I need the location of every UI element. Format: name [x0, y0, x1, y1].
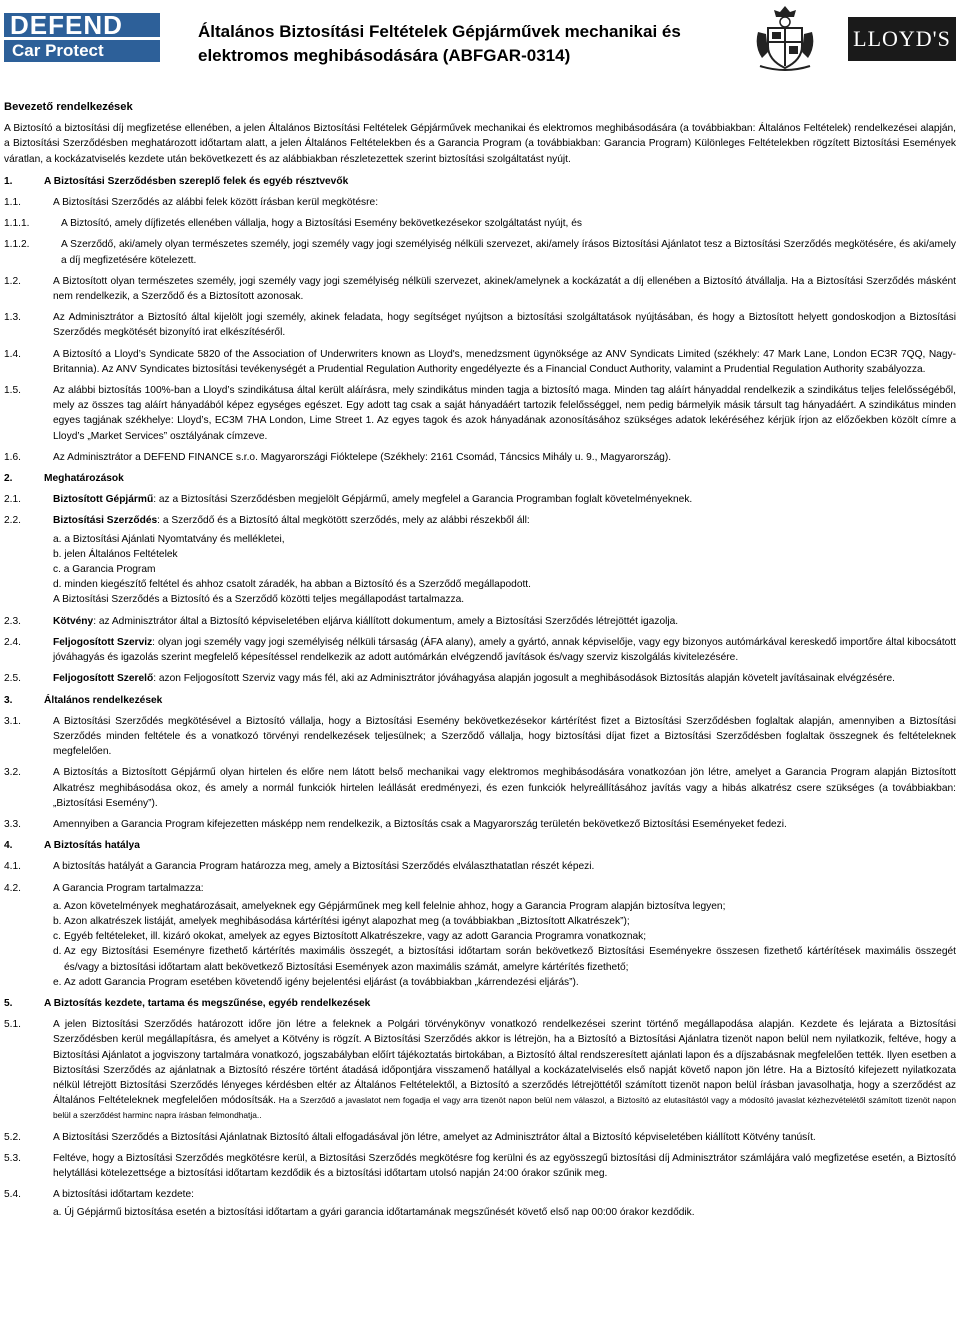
clause-text: A Garancia Program tartalmazza: [53, 882, 204, 894]
list-letter: a. [53, 900, 62, 912]
definition-text: : a Szerződő és a Biztosító által megkötött szerződés, mely az alábbi részekből áll: [157, 515, 530, 527]
clause-1-6 [4, 450, 956, 465]
clause-text [53, 635, 956, 665]
clause-text: A Szerződő, aki/amely olyan természetes személy, jogi személy vagy jogi személyiség nélküli szervezet, aki/amely írásos Biztosítási Ajánlatot tesz a Biztosítási Szerződés megkötésére, és aki/amely a díj megfizetésére kötelezett. [61, 239, 956, 266]
clause-text: Az alábbi biztosítás 100%-ban a Lloyd’s szindikátusa által került aláírásra, mely szindikátus minden tagja a biztosító maga. Minden tag aláírt hányaddal rendelkezik a szindikátus teljes felelősségéből, mely az összes tag aláírt hányadából képez egységes egészet. Egy adott tag csak a saját hányadáért tartozik felelősséggel, nem pedig bármelyik másik társult tag hányadáért. A szindikátus minden egyes tagjának székhelye: Lloyd’s, EC3M 7HA London, Lime Street 1. Az egyes tagok és azok hányadának azonosításához szükséges adatok lekéréséhez kérjük írjon az előzőekben közölt címre a Lloyd’s „Market Services” osztályának címzeve. [53, 385, 956, 442]
clause-2-5 [4, 671, 956, 686]
clause-number: 3.3. [4, 818, 21, 830]
clause-2-3 [4, 614, 956, 629]
clause-number: 5.3. [4, 1152, 21, 1164]
logo-car-protect-text: Car Protect [4, 40, 160, 62]
clause-number: 1.6. [4, 451, 21, 463]
list-item [53, 929, 956, 944]
clause-5-4-list [4, 1205, 956, 1220]
section-title-text: Általános rendelkezések [44, 694, 163, 706]
clause-number: 1.1. [4, 197, 21, 209]
clause-1-5 [4, 383, 956, 444]
clause-2-4 [4, 635, 956, 665]
clause-number: 5.4. [4, 1189, 21, 1201]
clause-small-text: Ha a Szerződő a javaslatot nem fogadja el vagy arra tizenöt napon belül nem válaszol, a Biztosító az elutasítástól vagy a módosító javaslat kézhezvételétől számított tizenöt napon belül a szerződést harminc napra írásban felmondhatja.. [53, 1095, 956, 1121]
list-item: c. a Garancia Program [53, 564, 156, 576]
intro-paragraph: A Biztosító a biztosítási díj megfizetése ellenében, a jelen Általános Biztosítási Feltételek Gépjárművek mechanikai és elektromos meghibásodására (a továbbiakban: Általános Feltételek) rendelkezései alapján, a Biztosítási Szerződésben meghatározott időtartam alatt, a jelen Általános Feltételekben és a Garancia Program (a továbbiakban: Garancia Program) Különleges Feltételekben rögzített Biztosítási Események váratlan, a kockázatviselés kezdete után bekövetkezett és az alábbiakban részletezettek szerint biztosítási szolgáltatást nyújt. [4, 123, 956, 165]
clause-text: A Biztosító a Lloyd’s Syndicate 5820 of the Association of Underwriters known as Lloyd's, menedzsment ügynöksége az ANV Syndicats Limited (székhely: 47 Mark Lane, London EC3R 7QQ, Nagy-Britannia). Az ANV Syndicates biztosítási tevékenységét a Prudential Regulation Authority engedélyezte és a Financial Conduct Authority, valamint a Prudential Regulation Authority szabályozza. [53, 348, 956, 375]
list-item: a. a Biztosítási Ajánlati Nyomtatvány és mellékletei, [53, 533, 285, 545]
section-5-title [4, 996, 956, 1011]
list-text: Egyéb feltételeket, ill. kizáró okokat, amelyek az egyes Biztosított Alkatrészekre, vagy az adott Garancia Programra vonatkoznak; [64, 931, 647, 943]
clause-1-1-2 [4, 237, 956, 267]
list-item: d. minden kiegészítő feltétel és ahhoz csatolt záradék, ha abban a Biztosító és a Szerződő megállapodott. [53, 579, 531, 591]
clause-1-2 [4, 274, 956, 304]
clause-1-1 [4, 195, 956, 210]
definition-text: : azon Feljogosított Szerviz vagy más fél, aki az Adminisztrátor jóváhagyása alapján jogosult a meghibásodások Biztosítás alapján követelt javításainak elvégzésére. [153, 673, 896, 685]
clause-number: 4.1. [4, 861, 21, 873]
clause-3-2 [4, 765, 956, 811]
definition-text: : az Adminisztrátor által a Biztosító képviseletében eljárva kiállított dokumentum, amely a Biztosítási Szerződés létrejöttét igazolja. [93, 615, 679, 627]
list-letter: d. [53, 946, 62, 958]
clause-number: 2.2. [4, 515, 21, 527]
document-body [4, 100, 956, 1227]
list-item [53, 899, 956, 914]
clause-3-1 [4, 714, 956, 760]
clause-4-1 [4, 859, 956, 874]
list-item: b. jelen Általános Feltételek [53, 548, 178, 560]
clause-text: Amennyiben a Garancia Program kifejezetten másképp nem rendelkezik, a Biztosítás csak a Magyarország területén bekövetkező Biztosítási Eseményeket fedezi. [53, 818, 787, 830]
clause-3-3 [4, 817, 956, 832]
defined-term: Feljogosított Szerviz [53, 636, 153, 648]
section-title-text: Meghatározások [44, 473, 124, 485]
clause-5-3 [4, 1151, 956, 1181]
defend-car-protect-logo [4, 10, 160, 63]
clause-text: A Biztosítási Szerződés a Biztosítási Ajánlatnak Biztosító általi elfogadásával jön létre, amelyet az Adminisztrátor által a Biztosító képviseletében kiállított Kötvény tanúsít. [53, 1131, 816, 1143]
clause-text: A biztosítás hatályát a Garancia Program határozza meg, amely a Biztosítási Szerződés elválaszthatatlan részét képezi. [53, 861, 595, 873]
list-item [53, 914, 956, 929]
clause-number: 2.3. [4, 615, 21, 627]
clause-5-2 [4, 1130, 956, 1145]
definition-text: : olyan jogi személy vagy jogi személyiség nélküli társaság (ÁFA alany), amely a gyártó, annak képviselője, vagy egy bizonyos autómárkával kereskedő importőre által kibocsátott jóváhagyás és igazolás szerint megfelelő képesítéssel rendelkezik az adott autómárkán elvégzendő javítások és/vagy szerviz kiszolgálás kivitelezésére. [53, 636, 956, 664]
clause-number: 1.2. [4, 275, 21, 287]
clause-text: A Biztosítás a Biztosított Gépjármű olyan hirtelen és előre nem látott belső mechanikai vagy elektromos meghibásodására vonatkozóan jön létre, amelyet a Garancia Program alapján Biztosított Alkatrész meghibásodása okoz, és amely a normál funkciók hirtelen leállását eredményezi, és ezen funkciók helyreállításához javítás vagy a hibás alkatrész csere szükséges (a továbbiakban: „Biztosítási Esemény”). [53, 767, 956, 809]
clause-text: A Biztosítási Szerződés az alábbi felek között írásban kerül megkötésre: [53, 197, 379, 209]
list-text: Azon alkatrészek listáját, amelyek meghibásodása kártérítési igényt alapozhat meg (a továbbiakban „Biztosított Alkatrészek”); [64, 915, 630, 927]
clause-number: 3.1. [4, 715, 21, 727]
section-title-text: A Biztosítási Szerződésben szereplő felek és egyéb résztvevők [44, 175, 349, 187]
section-number: 5. [4, 997, 13, 1009]
clause-text: A Biztosító, amely díjfizetés ellenében vállalja, hogy a Biztosítási Esemény bekövetkezésekor szolgáltatást nyújt, és [61, 218, 582, 230]
section-number: 1. [4, 175, 13, 187]
section-title-text: A Biztosítás kezdete, tartama és megszűnése, egyéb rendelkezések [44, 997, 371, 1009]
clause-number: 1.3. [4, 312, 21, 324]
defined-term: Biztosított Gépjármű [53, 494, 154, 506]
list-item [53, 975, 956, 990]
definition-text: : az a Biztosítási Szerződésben megjelölt Gépjármű, amely megfelel a Garancia Programban foglalt követelményeknek. [153, 494, 693, 506]
section-4-title [4, 838, 956, 853]
defined-term: Biztosítási Szerződés [53, 515, 158, 527]
list-letter: e. [53, 976, 62, 988]
list-closing-text: A Biztosítási Szerződés a Biztosító és a Szerződő közötti teljes megállapodást tartalmazza. [53, 594, 465, 606]
logo-defend-text: DEFEND [4, 13, 160, 37]
clause-number: 5.2. [4, 1131, 21, 1143]
clause-main-text: A jelen Biztosítási Szerződés határozott időre jön létre a feleknek a Polgári törvénykönyv vonatkozó rendelkezései szerint történő megállapodása alapján. Kezdete és lejárata a Biztosítási Szerződésben kerül megállapításra, és amelyet a Kötvény is rögzít. A Biztosítási Szerződés akkor is létrejön, ha a Biztosító a Biztosítási Ajánlatra tizenöt napon belül nem nyilatkozik, feltéve, hogy a Biztosítási Ajánlatot a jogviszony tartalmára vonatkozó, jogszabályban előírt tájékoztatás birtokában, a Biztosító által rendszeresített ajánlati lapon és a díjszabásnak megfelelően tették. Ilyen esetben a Biztosítási Szerződés az ajánlatnak a Biztosító részére történt átadásá időpontjára visszamenő hatállyal a kockázatelviselés első napját követő napon jön létre. Ha a Biztosító kifejezett nyilatkozata nélkül létrejött Biztosítási Szerződés lényeges kérdésben eltér az Általános Feltételektől, a Biztosító a szerződés létrejöttétől számított tizenöt napon belül írásban javasolhatja, hogy a szerződést az Általános Feltételeknek megfelelően módosítsák. [53, 1019, 956, 1107]
lloyds-logo: LLOYD'S [848, 17, 956, 61]
clause-number: 5.1. [4, 1019, 21, 1031]
list-letter: b. [53, 915, 62, 927]
clause-text: Az Adminisztrátor a DEFEND FINANCE s.r.o. Magyarországi Fióktelepe (Székhely: 2161 Csomád, Táncsics Mihály u. 9., Magyarország). [53, 451, 672, 463]
clause-number: 2.5. [4, 673, 21, 685]
clause-text [53, 614, 956, 629]
clause-number: 2.1. [4, 494, 21, 506]
section-2-title [4, 471, 956, 486]
clause-text [53, 492, 956, 507]
clause-text: Feltéve, hogy a Biztosítási Szerződés megkötésre kerül, a Biztosítási Szerződés megkötésre fog kerülni és az egyösszegű biztosítási díj Adminisztrátor számlájára való megfizetése esetén, a Biztosító helytállási kötelezettsége a biztosítási időtartam kezdődik és a biztosítási időtartam utolsó napján 24:00 órakor szűnik meg. [53, 1152, 956, 1179]
clause-2-2-list [4, 532, 956, 608]
section-number: 3. [4, 694, 13, 706]
clause-2-2 [4, 513, 956, 528]
list-item [53, 944, 956, 974]
clause-1-3 [4, 310, 956, 340]
clause-text: A Biztosítási Szerződés megkötésével a Biztosító vállalja, hogy a Biztosítási Esemény bekövetkezésekor kártérítést fizet a Biztosítási Szerződésben foglaltak alapján, amennyiben a Biztosítási Szerződés minden feltétele és a vonatkozó törvényi rendelkezések teljesülnek; a Szerződő vállalja, hogy biztosítási díjat fizet a Biztosítási Szerződésben foglaltak összegnek és feltételeknek megfelelően. [53, 715, 956, 758]
clause-text [53, 671, 956, 686]
clause-number: 1.4. [4, 348, 21, 360]
clause-text [53, 513, 956, 528]
clause-number: 1.1.1. [4, 218, 30, 230]
clause-2-1 [4, 492, 956, 507]
section-number: 2. [4, 473, 13, 485]
document-title: Általános Biztosítási Feltételek Gépjárművek mechanikai és elektromos meghibásodására (ABFGAR-0314) [198, 22, 681, 65]
clause-number: 1.1.2. [4, 239, 30, 251]
clause-text: A biztosítási időtartam kezdete: [53, 1189, 194, 1201]
clause-5-1 [4, 1017, 956, 1123]
list-text: Az adott Garancia Program esetében követendő igény bejelentési eljárást (a továbbiakban „kárrendezési eljárás”). [64, 976, 579, 988]
section-1-title [4, 174, 956, 189]
clause-number: 2.4. [4, 636, 21, 648]
clause-number: 4.2. [4, 882, 21, 894]
clause-number: 3.2. [4, 767, 21, 779]
section-title-text: A Biztosítás hatálya [44, 840, 140, 852]
lloyds-crest-icon [752, 2, 818, 74]
clause-text: Az Adminisztrátor a Biztosító által kijelölt jogi személy, akinek feladata, hogy segítséget nyújtson a biztosítási szolgáltatások nyújtásában, és hogy a Biztosított helyett gondoskodjon a Biztosítási Szerződés megkötését bizonyító irat elkészítéséről. [53, 312, 956, 339]
list-text: Az egy Biztosítási Eseményre fizethető kártérítés maximális összegét, a biztosítási időtartam során bekövetkező Biztosítási Eseményekre összesen fizethető kártérítések maximális összegét és/vagy a biztosítási időtartam alatt bekövetkező Biztosítási Események azon maximális számát, amelyre kártérítés fizethető; [64, 946, 956, 973]
list-letter: c. [53, 931, 61, 943]
page-header [0, 0, 960, 82]
clause-1-1-1 [4, 216, 956, 231]
list-item: a. Új Gépjármű biztosítása esetén a biztosítási időtartam a gyári garancia időtartamának megszűnését követő első nap 00:00 órakor kezdődik. [53, 1207, 695, 1219]
clause-4-2-list [4, 899, 956, 990]
defined-term: Kötvény [53, 615, 94, 627]
section-number: 4. [4, 840, 13, 852]
clause-5-4 [4, 1187, 956, 1202]
clause-text [53, 1017, 956, 1123]
clause-number: 1.5. [4, 385, 21, 397]
clause-4-2 [4, 881, 956, 896]
clause-1-4 [4, 347, 956, 377]
clause-text: A Biztosított olyan természetes személy, jogi személy vagy jogi személyiség nélküli szervezet, akinek/amelynek a kockázatát a díj ellenében a Biztosító átvállalja. Ha a Biztosítási Szerződés másként nem rendelkezik, a Szerződő és a Biztosított azonosak. [53, 275, 956, 303]
section-3-title [4, 693, 956, 708]
intro-heading: Bevezető rendelkezések [4, 101, 133, 113]
list-text: Azon követelmények meghatározásait, amelyeknek egy Gépjárműnek meg kell felelnie ahhoz, hogy a Garancia Program alapján biztosítva legyen; [64, 900, 726, 912]
defined-term: Feljogosított Szerelő [53, 673, 154, 685]
